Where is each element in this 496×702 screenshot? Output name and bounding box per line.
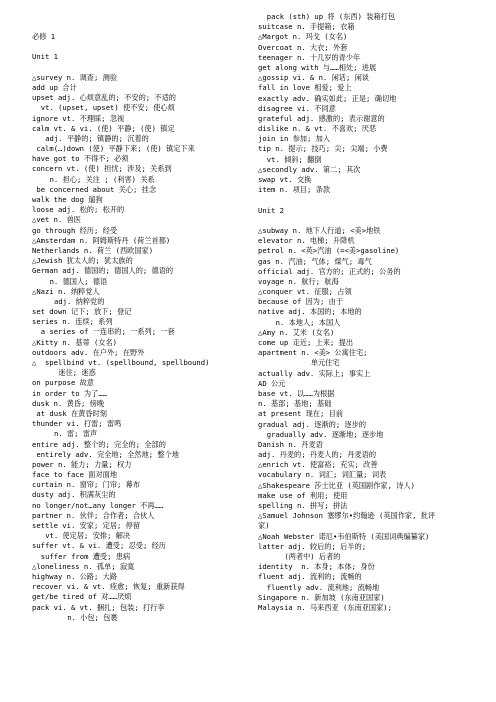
vocab-line: Unit 2 xyxy=(258,205,284,215)
vocab-line: dusk n. 黄昏; 傍晚 xyxy=(32,398,105,408)
vocab-line: identity n. 本身; 本体; 身份 xyxy=(258,562,375,572)
vocab-line: settle vi. 安家; 定居; 停留 xyxy=(32,521,141,530)
vocab-line xyxy=(258,216,490,226)
vocab-line: make use of 利用; 使用 xyxy=(258,490,348,500)
vocab-line: suffer from 遭受; 患病 xyxy=(40,551,131,561)
vocab-line: get/be tired of 对……厌烦 xyxy=(32,592,132,602)
vocab-line: △Samuel Johnson 塞缪尔•约翰逊 (英国作家, 批评 xyxy=(258,511,436,521)
vocab-line: base vt. 以……为根据 xyxy=(258,388,335,398)
vocab-line: grateful adj. 感激的; 表示谢意的 xyxy=(258,113,385,123)
vocab-line: because of 因为; 由于 xyxy=(258,297,344,307)
vocab-line: 迷住; 迷惑 xyxy=(58,368,96,378)
vocab-line: vt. 使定居; 安排; 解决 xyxy=(45,531,131,541)
vocab-line: calm vt. & vi. (使) 平静; (使) 镇定 xyxy=(32,123,175,133)
vocab-line: dislike n. & vt. 不喜欢; 厌恶 xyxy=(258,124,377,134)
vocab-line: n. 雷; 雷声 xyxy=(54,429,98,439)
vocab-line: 单元住宅 xyxy=(310,358,340,368)
vocab-line: △Jewish 犹太人的; 犹太族的 xyxy=(32,256,133,266)
vocab-line: actually adv. 实际上; 事实上 xyxy=(258,368,371,378)
vocab-line: loose adj. 松的; 松开的 xyxy=(32,205,125,215)
vocab-line: fall in love 相爱; 爱上 xyxy=(258,83,352,93)
left-column xyxy=(32,32,248,623)
vocab-line: get along with 与……相处; 进展 xyxy=(258,62,377,72)
vocab-line: △Kitty n. 基蒂 (女名) xyxy=(32,337,118,347)
vocab-line: fluent adj. 流利的; 流畅的 xyxy=(258,572,362,582)
vocab-line: 家) xyxy=(258,521,270,531)
vocab-line: gradually adv. 逐渐地; 逐步地 xyxy=(266,429,384,439)
vocab-line: △conquer vt. 征服; 占领 xyxy=(258,287,352,297)
vocab-line: △vet n. 兽医 xyxy=(32,215,81,225)
vocab-line: thunder vi. 打雷; 雷鸣 xyxy=(32,419,122,429)
vocab-line: spelling n. 拼写; 拼法 xyxy=(258,501,348,510)
vocab-line: △Amsterdam n. 阿姆斯特丹 (荷兰首都) xyxy=(32,235,171,245)
vocab-line: go through 经历; 经受 xyxy=(32,225,118,235)
vocab-line xyxy=(32,42,248,52)
vocab-line: swap vt. 交换 xyxy=(258,175,312,184)
vocab-line: German adj. 德国的; 德国人的; 德语的 xyxy=(32,266,174,276)
vocab-line: △Nazi n. 纳粹党人 xyxy=(32,286,100,296)
vocab-line: set down 记下; 放下; 登记 xyxy=(32,307,132,317)
vocab-line: n. 本地人; 本国人 xyxy=(275,317,341,327)
vocab-line: recover vi. & vt. 痊愈; 恢复; 重新获得 xyxy=(32,582,185,592)
vocab-line: adj. 纳粹党的 xyxy=(54,296,105,306)
vocab-line: n. 德国人; 德语 xyxy=(49,276,108,286)
vocab-line: exactly adv. 确实如此; 正是; 确切地 xyxy=(258,93,397,103)
vocab-line: △secondly adv. 第二; 其次 xyxy=(258,164,361,174)
vocab-line: fluently adv. 流利地; 流畅地 xyxy=(266,582,380,592)
vocab-line: △Noah Webster 诺厄•韦伯斯特 (美国词典编纂家) xyxy=(258,531,430,541)
vocab-line xyxy=(32,63,248,73)
vocab-line: AD 公元 xyxy=(258,378,286,388)
vocab-line: △survey n. 调查; 测验 xyxy=(32,72,118,82)
vocab-line xyxy=(258,195,490,205)
vocab-line: at present 现在; 目前 xyxy=(258,409,344,419)
vocab-line: suffer vt. & vi. 遭受; 忍受; 经历 xyxy=(32,541,166,551)
vocab-line: vocabulary n. 词汇; 词汇量; 词表 xyxy=(258,470,387,480)
vocab-line: highway n. 公路; 大路 xyxy=(32,571,118,581)
vocab-line: pack (sth) up 将 (东西) 装箱打包 xyxy=(266,12,396,21)
vocab-line: pack vi. & vt. 捆扎; 包装; 打行李 xyxy=(32,602,165,612)
vocab-line: △Margot n. 玛戈 (女名) xyxy=(258,32,348,42)
vocab-line: at dusk 在黄昏时刻 xyxy=(36,408,107,418)
vocab-line: voyage n. 航行; 航海 xyxy=(258,276,339,286)
vocab-line: ignore vt. 不理睬; 忽视 xyxy=(32,113,125,123)
vocab-line: concern vt. (使) 担忧; 涉及; 关系到 xyxy=(32,164,172,174)
vocab-line: Malaysia n. 马来西亚 (东南亚国家); xyxy=(258,602,392,612)
vocab-line: vt. (upset, upset) 使不安; 使心烦 xyxy=(40,103,175,113)
vocab-line: adj. 平静的; 镇静的; 沉着的 xyxy=(45,133,149,143)
vocab-line: △gossip vi. & n. 闲话; 闲谈 xyxy=(258,73,369,83)
vocab-line: disagree vi. 不同意 xyxy=(258,103,336,113)
vocab-line: Danish n. 丹麦语 xyxy=(258,439,323,449)
vocab-line: a series of 一连串的; 一系列; 一套 xyxy=(40,327,175,337)
vocab-line: △ spellbind vt. (spellbound, spellbound) xyxy=(32,358,210,367)
vocab-line: have got to 不得不; 必须 xyxy=(32,154,129,164)
vocab-line: teenager n. 十几岁的青少年 xyxy=(258,52,361,62)
vocab-line: Netherlands n. 荷兰 (西欧国家) xyxy=(32,245,154,255)
vocab-line: partner n. 伙伴; 合作者; 合伙人 xyxy=(32,510,155,520)
vocab-line: in order to 为了…… xyxy=(32,388,107,398)
vocab-line: (两者中) 后者的 xyxy=(284,551,341,561)
vocab-line: series n. 连续; 系列 xyxy=(32,317,113,327)
vocab-line: suitcase n. 手提箱; 衣箱 xyxy=(258,22,355,32)
vocab-line: gradual adj. 逐渐的; 逐步的 xyxy=(258,419,367,429)
vocab-line: latter adj. 较后的; 后半的; xyxy=(258,541,367,551)
vocab-line: entirely adv. 完全地; 全然地; 整个地 xyxy=(36,449,179,459)
vocab-line: come up 走近; 上来; 提出 xyxy=(258,338,354,347)
vocab-line: petrol n. <英>汽油 (=<美>gasoline) xyxy=(258,246,400,256)
vocab-line: △Amy n. 艾米 (女名) xyxy=(258,327,335,337)
vocab-line: 必修 1 xyxy=(32,32,56,41)
vocab-line: adj. 丹麦的; 丹麦人的; 丹麦语的 xyxy=(258,450,377,460)
vocab-line: upset adj. 心烦意乱的; 不安的; 不适的 xyxy=(32,93,176,103)
vocab-line: power n. 能力; 力量; 权力 xyxy=(32,459,132,469)
vocab-line: n. 基部; 基地; 基础 xyxy=(258,399,332,409)
vocab-line: join in 参加; 加入 xyxy=(258,134,331,144)
vocab-line: apartment n. <美> 公寓住宅; xyxy=(258,348,368,358)
vocab-line: be concerned about 关心; 挂念 xyxy=(36,184,157,194)
vocab-line: Overcoat n. 大衣; 外套 xyxy=(258,42,348,52)
vocab-line: n. 担心; 关注 ; (利害) 关系 xyxy=(49,174,155,184)
vocab-line: curtain n. 窗帘; 门帘; 幕布 xyxy=(32,480,141,490)
vocab-line: △enrich vt. 使富裕; 充实; 改善 xyxy=(258,460,378,470)
vocab-line: on purpose 故意 xyxy=(32,378,94,388)
vocab-line: native adj. 本国的; 本地的 xyxy=(258,307,362,317)
vocab-line: entire adj. 整个的; 完全的; 全部的 xyxy=(32,439,166,449)
vocab-line: add up 合计 xyxy=(32,82,77,92)
vocab-line: △Shakespeare 莎士比亚 (英国剧作家, 诗人) xyxy=(258,480,415,490)
vocab-line: vt. 倾斜; 翻倒 xyxy=(266,154,322,164)
vocab-line: face to face 面对面地 xyxy=(32,470,118,480)
vocab-line: gas n. 汽油; 气体; 煤气; 毒气 xyxy=(258,256,372,266)
vocab-line: n. 小包; 包裹 xyxy=(67,612,118,622)
vocab-line: tip n. 提示; 技巧; 尖; 尖端; 小费 xyxy=(258,144,388,154)
right-column xyxy=(258,12,490,613)
vocab-line: no longer/not…any longer 不再…… xyxy=(32,500,164,510)
vocab-line: △loneliness n. 孤单; 寂寞 xyxy=(32,561,135,571)
vocab-line: dusty adj. 积满灰尘的 xyxy=(32,490,116,500)
vocab-line: walk the dog 遛狗 xyxy=(32,195,103,204)
vocab-line: elevator n. 电梯; 升降机 xyxy=(258,236,355,246)
vocab-line: outdoors adv. 在户外; 在野外 xyxy=(32,347,145,357)
vocab-line: Unit 1 xyxy=(32,52,58,62)
vocab-line: Singapore n. 新加坡 (东南亚国家) xyxy=(258,592,385,602)
vocab-line: item n. 项目; 条款 xyxy=(258,185,331,195)
vocab-line: △subway n. 地下人行道; <美>地铁 xyxy=(258,225,381,235)
vocab-line: official adj. 官方的; 正式的; 公务的 xyxy=(258,266,401,276)
vocab-line: calm(…)down (使) 平静下来; (使) 镇定下来 xyxy=(36,144,195,154)
